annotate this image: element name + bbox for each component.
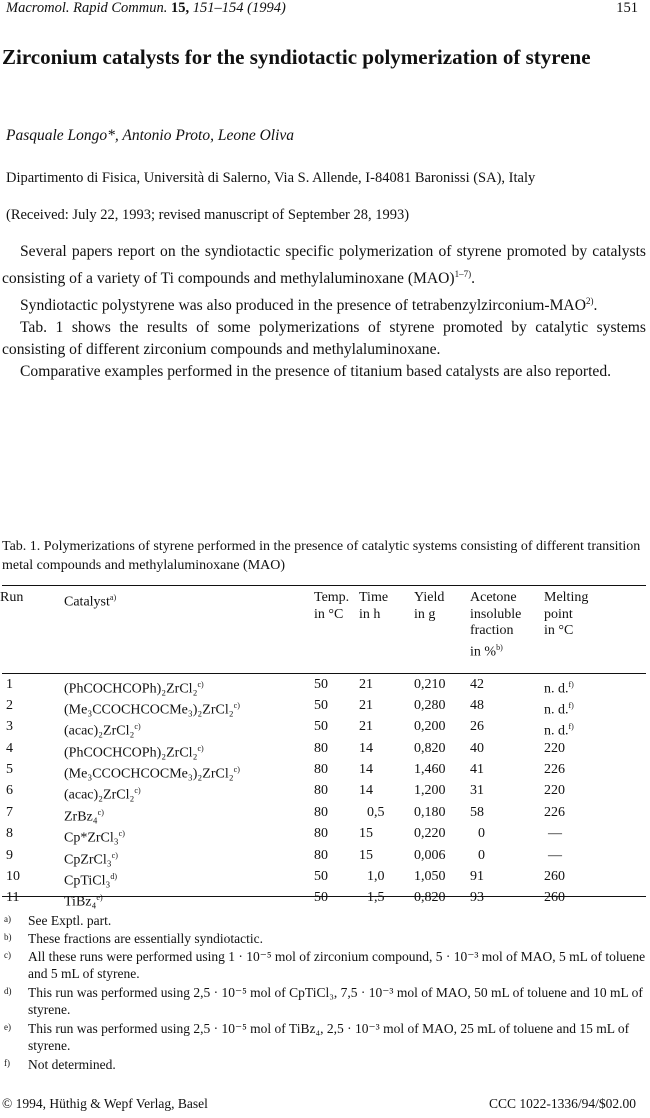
cell-acetone: 0 xyxy=(478,847,485,863)
cell-yield: 0,200 xyxy=(414,719,446,735)
cell-catalyst: ZrBz₄$^{c)}$ xyxy=(64,807,104,825)
header-acetone: Acetone insoluble fraction in %$^{b)}$ xyxy=(470,590,522,660)
article-title: Zirconium catalysts for the syndiotactic polymerization of styrene xyxy=(2,45,591,69)
cell-yield: 0,210 xyxy=(414,676,446,692)
cell-melting: n. d.$^{f)}$ xyxy=(544,679,574,697)
paragraph-4: Comparative examples performed in the presence of titanium based catalysts are also reported. xyxy=(20,363,612,381)
header-yield: Yield in g xyxy=(414,590,445,622)
table-row xyxy=(0,698,639,719)
cell-time: 1,0 xyxy=(367,868,385,884)
cell-yield: 0,180 xyxy=(414,804,446,820)
cell-catalyst: CpTiCl₃$^{d)}$ xyxy=(64,871,118,889)
footnote: b) These fractions are essentially syndiotactic. xyxy=(4,931,264,946)
cell-temp: 50 xyxy=(314,676,328,692)
cell-run: 3 xyxy=(6,719,13,735)
cell-run: 10 xyxy=(6,868,20,884)
cell-temp: 80 xyxy=(314,762,328,778)
cell-temp: 50 xyxy=(314,890,328,906)
page-number: 151 xyxy=(616,0,638,16)
cell-melting: 260 xyxy=(544,868,565,884)
table-body xyxy=(0,677,639,912)
cell-melting: 226 xyxy=(544,804,565,820)
reference-1: 1–7) xyxy=(454,269,472,279)
header-run: Run xyxy=(0,590,24,605)
cell-acetone: 40 xyxy=(470,740,484,756)
cell-catalyst: (acac)₂ZrCl₂$^{c)}$ xyxy=(64,786,141,804)
reference-2: 2) xyxy=(585,296,594,307)
header-catalyst: Catalyst$^{a)}$ xyxy=(64,593,117,610)
cell-time: 0,5 xyxy=(367,804,385,820)
cell-time: 21 xyxy=(359,719,373,735)
table-row xyxy=(0,826,639,847)
table-row xyxy=(0,677,639,698)
cell-melting: 226 xyxy=(544,762,565,778)
cell-acetone: 48 xyxy=(470,698,484,714)
cell-temp: 50 xyxy=(314,868,328,884)
cell-melting: n. d.$^{f)}$ xyxy=(544,722,574,740)
cell-temp: 50 xyxy=(314,698,328,714)
cell-acetone: 31 xyxy=(470,783,484,799)
cell-time: 14 xyxy=(359,762,373,778)
cell-acetone: 58 xyxy=(470,804,484,820)
cell-catalyst: TiBz₄$^{e)}$ xyxy=(64,893,103,910)
cell-run: 4 xyxy=(6,740,13,756)
cell-melting: 260 xyxy=(544,890,565,906)
cell-catalyst: Cp*ZrCl₃$^{c)}$ xyxy=(64,829,125,846)
table-top-rule xyxy=(2,585,646,586)
table-row xyxy=(0,805,639,826)
table-header-rule xyxy=(2,673,646,674)
table-caption: Tab. 1. Polymerizations of styrene performed in the presence of catalytic systems consisting of different transition metal compounds and methylaluminoxane (MAO) xyxy=(2,539,641,573)
cell-time: 1,5 xyxy=(367,890,385,906)
cell-run: 9 xyxy=(6,847,13,863)
table-row xyxy=(0,741,639,762)
cell-acetone: 26 xyxy=(470,719,484,735)
cell-acetone: 0 xyxy=(478,826,485,842)
cell-temp: 80 xyxy=(314,740,328,756)
cell-melting: 220 xyxy=(544,783,565,799)
cell-temp: 80 xyxy=(314,783,328,799)
cell-time: 14 xyxy=(359,740,373,756)
cell-temp: 50 xyxy=(314,719,328,735)
footnote: e) This run was performed using 2,5 · 10⁻⁵ mol of TiBz₄, 2,5 · 10⁻³ mol of MAO, 25 mL of toluene and 15 mL of styrene. xyxy=(4,1021,630,1053)
cell-temp: 80 xyxy=(314,847,328,863)
cell-time: 21 xyxy=(359,698,373,714)
cell-melting: — xyxy=(548,847,562,863)
cell-yield: 0,006 xyxy=(414,847,446,863)
cell-melting: 220 xyxy=(544,740,565,756)
cell-run: 8 xyxy=(6,826,13,842)
cell-time: 21 xyxy=(359,676,373,692)
cell-catalyst: (Me₃CCOCHCOCMe₃)₂ZrCl₂$^{c)}$ xyxy=(64,701,240,718)
cell-acetone: 91 xyxy=(470,868,484,884)
cell-yield: 0,820 xyxy=(414,890,446,906)
footnote: a) See Exptl. part. xyxy=(4,913,112,928)
cell-catalyst: (PhCOCHCOPh)₂ZrCl₂$^{c)}$ xyxy=(64,679,204,697)
running-header xyxy=(6,0,286,17)
body-text xyxy=(2,241,646,383)
cell-acetone: 93 xyxy=(470,890,484,906)
table-bottom-rule xyxy=(2,896,646,897)
cell-acetone: 41 xyxy=(470,762,484,778)
cell-yield: 0,820 xyxy=(414,740,446,756)
footnote: d) This run was performed using 2,5 · 10⁻⁵ mol of CpTiCl₃, 7,5 · 10⁻³ mol of MAO, 50 mL of toluene and 10 mL of styrene. xyxy=(4,985,643,1017)
copyright: © 1994, Hüthig & Wepf Verlag, Basel xyxy=(2,1096,208,1111)
paragraph-2: Syndiotactic polystyrene was also produced in the presence of tetrabenzylzirconium-MAO$^{2)}$. xyxy=(20,296,598,315)
header-time: Time in h xyxy=(359,590,389,622)
cell-run: 6 xyxy=(6,783,13,799)
journal-volume: 15, xyxy=(171,0,190,16)
cell-run: 5 xyxy=(6,762,13,778)
ccc-code: CCC 1022-1336/94/$02.00 xyxy=(488,1096,636,1111)
footnote: c) All these runs were performed using 1 · 10⁻⁵ mol of zirconium compound, 5 · 10⁻³ mol of MAO, 5 mL of toluene and 5 mL of styrene. xyxy=(4,949,646,981)
journal-pages: 151–154 (1994) xyxy=(192,0,286,16)
cell-catalyst: (PhCOCHCOPh)₂ZrCl₂$^{c)}$ xyxy=(64,743,204,761)
cell-catalyst: (acac)₂ZrCl₂$^{c)}$ xyxy=(64,722,141,740)
table-row xyxy=(0,719,639,740)
cell-melting: — xyxy=(548,826,562,842)
received-dates: (Received: July 22, 1993; revised manuscript of September 28, 1993) xyxy=(6,207,410,223)
cell-time: 14 xyxy=(359,783,373,799)
cell-run: 7 xyxy=(6,804,13,820)
cell-catalyst: (Me₃CCOCHCOCMe₃)₂ZrCl₂$^{c)}$ xyxy=(64,765,240,782)
cell-temp: 80 xyxy=(314,804,328,820)
cell-run: 11 xyxy=(6,890,20,906)
table-row xyxy=(0,848,639,869)
footnote: f) Not determined. xyxy=(4,1057,116,1072)
table-row xyxy=(0,762,639,783)
cell-catalyst: CpZrCl₃$^{c)}$ xyxy=(64,850,118,868)
cell-time: 15 xyxy=(359,826,373,842)
table-row xyxy=(0,890,639,911)
results-table xyxy=(0,590,639,912)
cell-yield: 0,220 xyxy=(414,826,446,842)
header-temp: Temp. in °C xyxy=(314,590,350,622)
cell-run: 1 xyxy=(6,676,13,692)
authors: Pasquale Longo*, Antonio Proto, Leone Oliva xyxy=(6,127,295,144)
cell-time: 15 xyxy=(359,847,373,863)
affiliation: Dipartimento di Fisica, Università di Salerno, Via S. Allende, I-84081 Baronissi (SA), Italy xyxy=(6,170,536,186)
cell-yield: 1,460 xyxy=(414,762,446,778)
cell-yield: 1,200 xyxy=(414,783,446,799)
paragraph-1: Several papers report on the syndiotactic specific polymerization of styrene promoted by catalysts consisting of a variety of Ti compounds and methylaluminoxane (MAO)$^{1-7)}$. xyxy=(2,243,646,288)
cell-yield: 0,280 xyxy=(414,698,446,714)
cell-melting: n. d.$^{f)}$ xyxy=(544,701,574,718)
cell-yield: 1,050 xyxy=(414,868,446,884)
cell-run: 2 xyxy=(6,698,13,714)
cell-temp: 80 xyxy=(314,826,328,842)
table-row xyxy=(0,783,639,804)
table-row xyxy=(0,869,639,890)
paragraph-3: Tab. 1 shows the results of some polymerizations of styrene promoted by catalytic systems consisting of different zirconium compounds and methylaluminoxane. xyxy=(2,319,646,359)
header-melting: Melting point in °C xyxy=(544,590,589,638)
cell-acetone: 42 xyxy=(470,676,484,692)
journal-name: Macromol. Rapid Commun. xyxy=(6,0,168,16)
